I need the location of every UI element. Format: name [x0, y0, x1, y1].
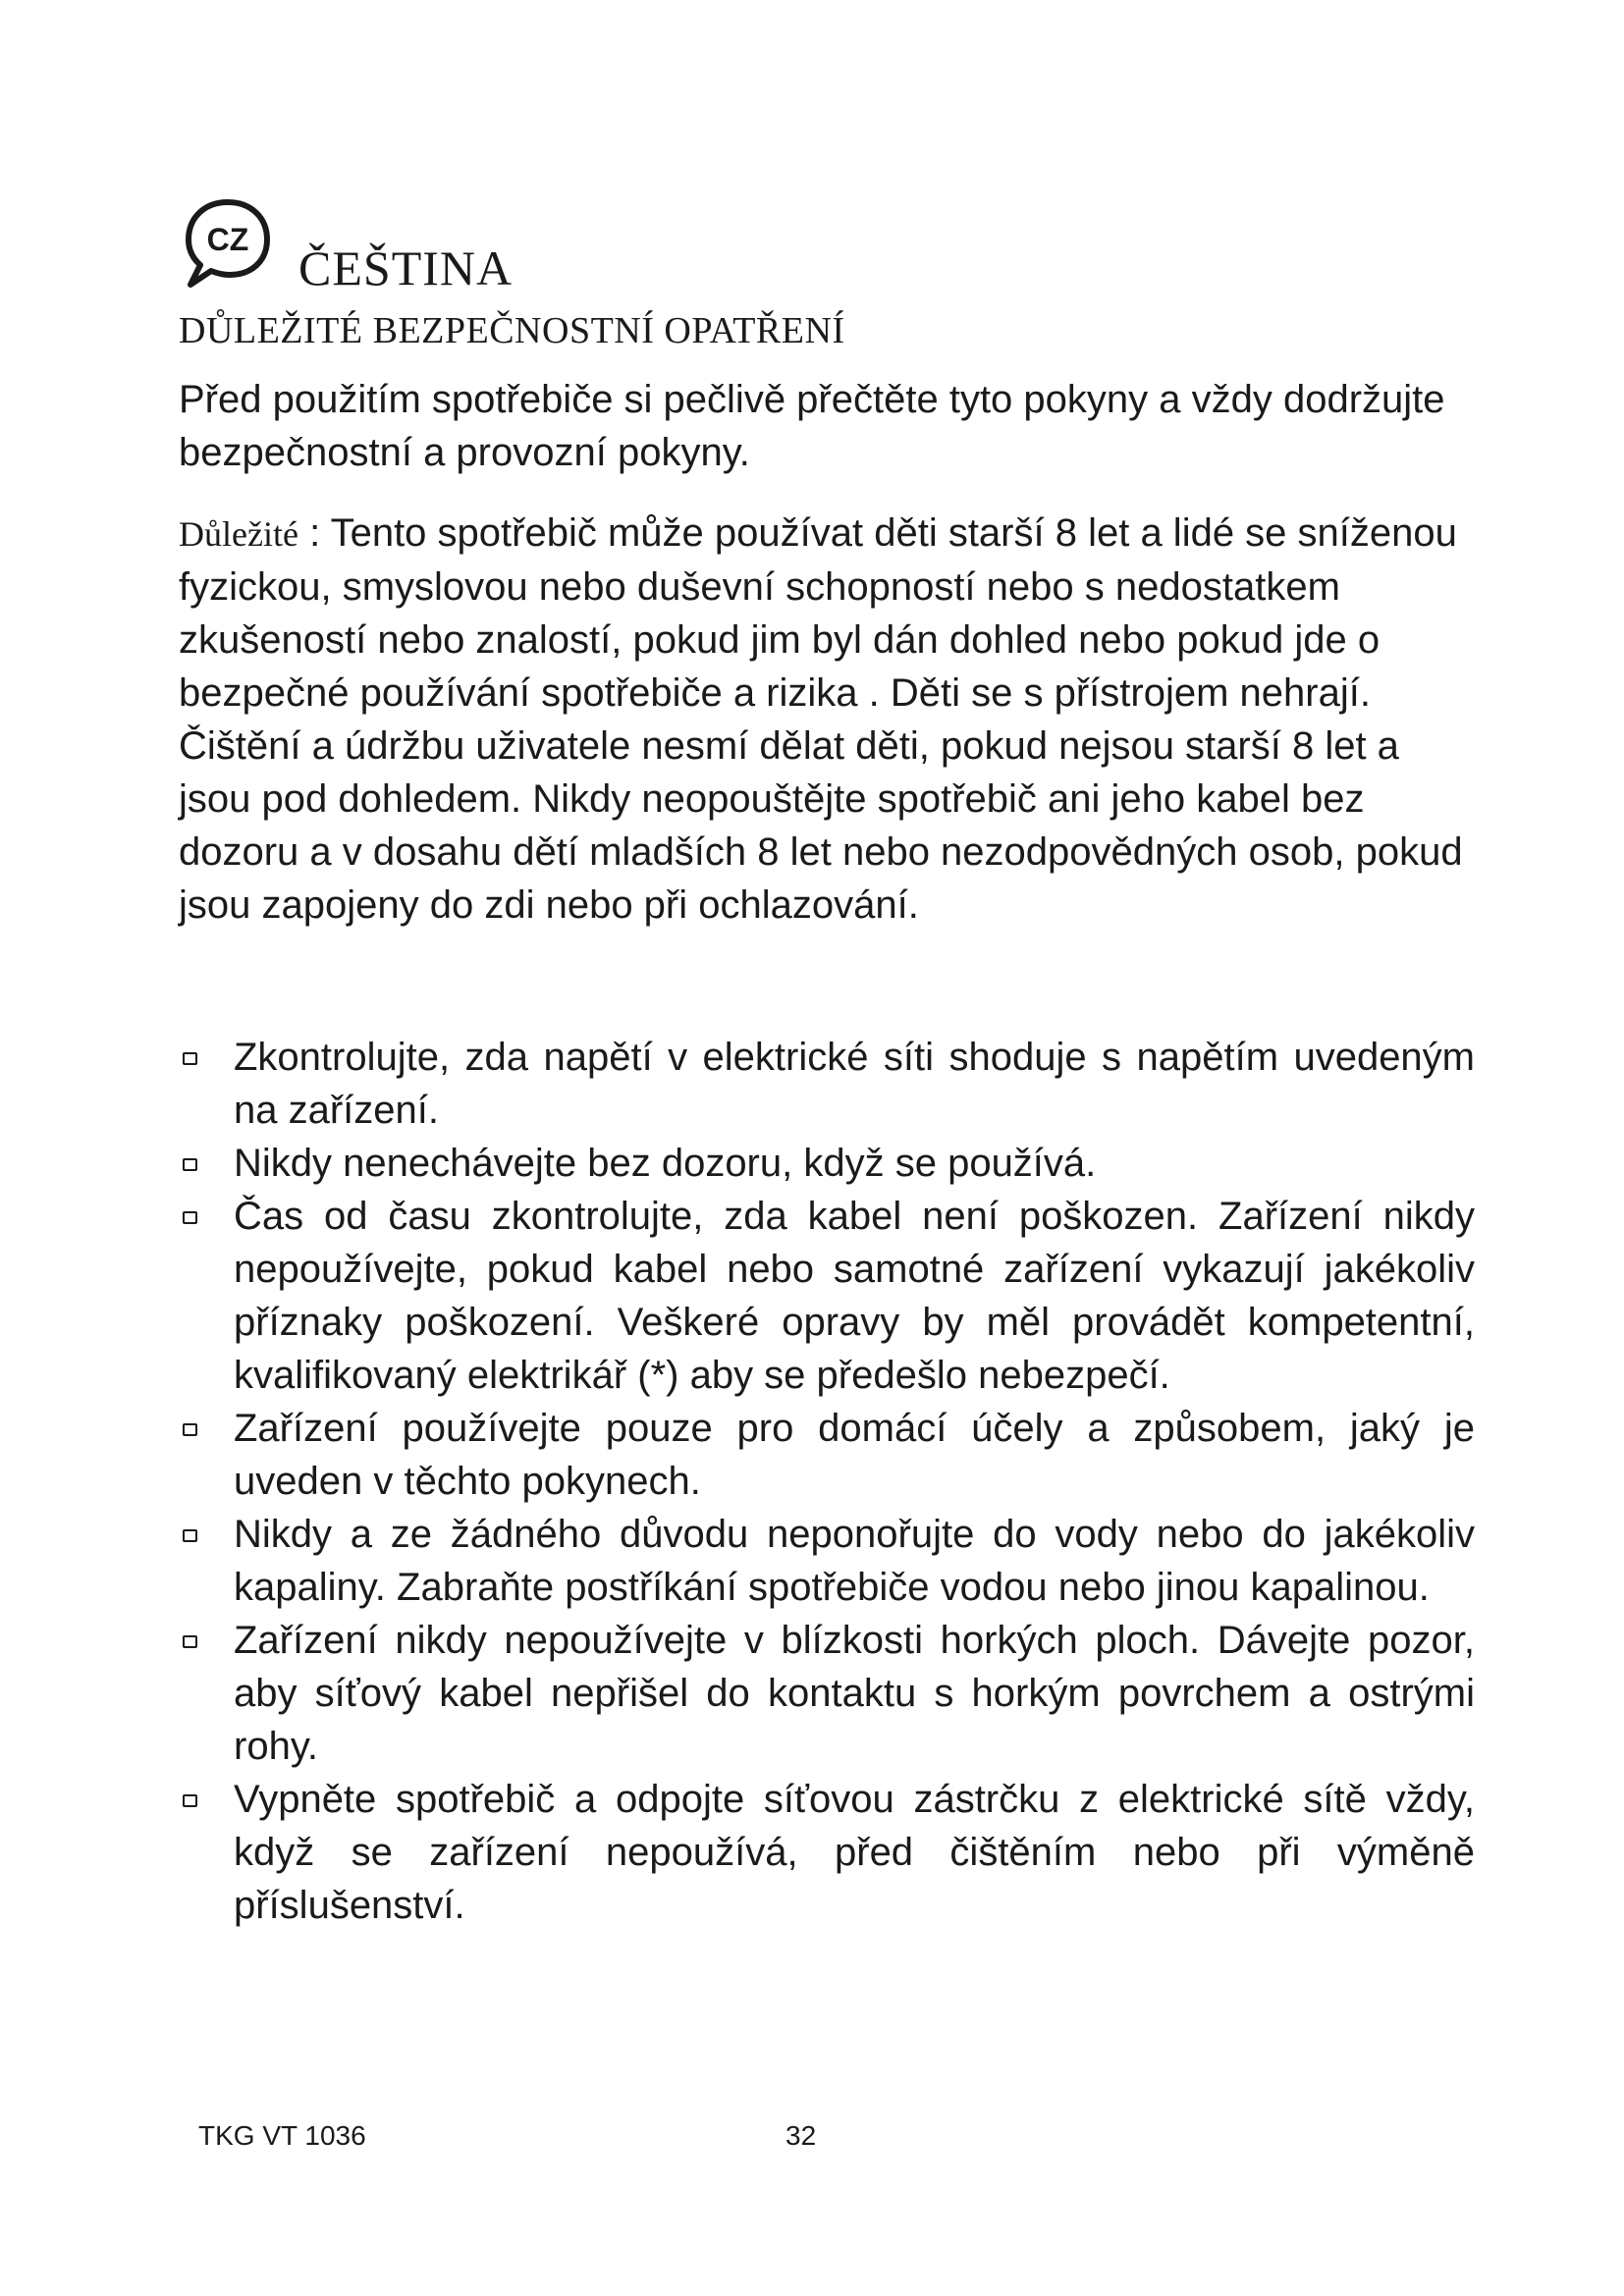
speech-bubble-icon — [179, 194, 277, 293]
badge-text: CZ — [206, 222, 249, 257]
important-paragraph — [179, 507, 1475, 932]
list-item: Nikdy nenechávejte bez dozoru, když se používá. — [179, 1137, 1475, 1190]
checkbox-bullet-icon — [183, 1423, 197, 1436]
section-heading: DŮLEŽITÉ BEZPEČNOSTNÍ OPATŘENÍ — [179, 310, 845, 351]
list-item: Vypněte spotřebič a odpojte síťovou zástrčku z elektrické sítě vždy, když se zařízení nepoužívá, před čištěním nebo při výměně příslušenství. — [179, 1773, 1475, 1932]
checkbox-bullet-icon — [183, 1052, 197, 1065]
list-item: Zařízení nikdy nepoužívejte v blízkosti horkých ploch. Dávejte pozor, aby síťový kabel nepřišel do kontaktu s horkým povrchem a ostrými rohy. — [179, 1614, 1475, 1773]
checkbox-bullet-icon — [183, 1529, 197, 1542]
footer-model: TKG VT 1036 — [198, 2120, 366, 2151]
page-number: 32 — [785, 2120, 817, 2151]
checkbox-bullet-icon — [183, 1635, 197, 1648]
important-label: Důležité — [179, 514, 298, 554]
list-item: Zkontrolujte, zda napětí v elektrické síti shoduje s napětím uvedeným na zařízení. — [179, 1031, 1475, 1137]
list-item: Čas od času zkontrolujte, zda kabel není poškozen. Zařízení nikdy nepoužívejte, pokud kabel nebo samotné zařízení vykazují jakékoliv příznaky poškození. Veškeré opravy by měl provádět kompetentní, kvalifikovaný elektrikář (*) aby se předešlo nebezpečí. — [179, 1190, 1475, 1402]
intro-paragraph: Před použitím spotřebiče si pečlivě přečtěte tyto pokyny a vždy dodržujte bezpečnostní a provozní pokyny. — [179, 378, 1445, 474]
checkbox-bullet-icon — [183, 1794, 197, 1807]
checkbox-bullet-icon — [183, 1211, 197, 1224]
language-title: ČEŠTINA — [298, 240, 514, 295]
checkbox-bullet-icon — [183, 1158, 197, 1171]
list-item: Nikdy a ze žádného důvodu neponořujte do vody nebo do jakékoliv kapaliny. Zabraňte postříkání spotřebiče vodou nebo jinou kapalinou. — [179, 1508, 1475, 1614]
important-separator: : — [298, 511, 331, 555]
important-text: Tento spotřebič může používat děti starší 8 let a lidé se sníženou fyzickou, smyslovou nebo duševní schopností nebo s nedostatkem zkušeností nebo znalostí, pokud jim byl dán dohled nebo pokud jde o bezpečné používání spotřebiče a rizika . Děti se s přístrojem nehrají. Čištění a údržbu uživatele nesmí dělat děti, pokud nejsou starší 8 let a jsou pod dohledem. Nikdy neopouštějte spotřebič ani jeho kabel bez dozoru a v dosahu dětí mladších 8 let nebo nezodpovědných osob, pokud jsou zapojeny do zdi nebo při ochlazování. — [179, 511, 1463, 927]
warning-list — [179, 1031, 1475, 1932]
list-item: Zařízení používejte pouze pro domácí účely a způsobem, jaký je uveden v těchto pokynech. — [179, 1402, 1475, 1508]
